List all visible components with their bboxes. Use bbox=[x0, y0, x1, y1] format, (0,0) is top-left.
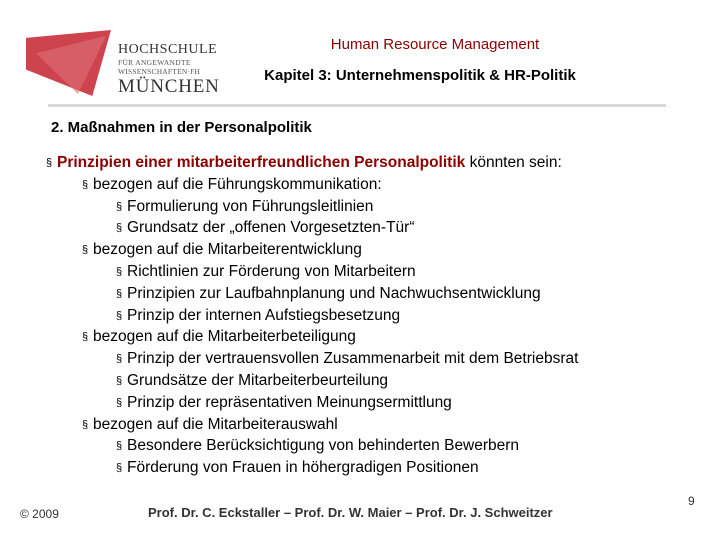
list-item-text: Richtlinien zur Förderung von Mitarbeitern bbox=[127, 263, 416, 280]
list-item bbox=[116, 349, 578, 369]
footer-copyright: © 2009 bbox=[20, 507, 59, 521]
list-item-text: Formulierung von Führungsleitlinien bbox=[127, 197, 374, 215]
bullet-icon: § bbox=[116, 353, 123, 366]
list-item-text: Prinzip der vertrauensvollen Zusammenarbeit mit dem Betriebsrat bbox=[127, 350, 579, 368]
bullet-icon: § bbox=[116, 287, 123, 300]
logo-text-line3: WISSENSCHAFTEN·FH bbox=[118, 67, 201, 76]
university-logo bbox=[26, 30, 220, 100]
list-item-text: Prinzip der internen Aufstiegsbesetzung bbox=[127, 306, 401, 324]
logo-text-line4: MÜNCHEN bbox=[118, 76, 220, 97]
bullet-icon: § bbox=[82, 331, 89, 344]
page-number: 9 bbox=[688, 494, 695, 508]
lead-highlight: Prinzipien einer mitarbeiterfreundlichen Personalpolitik bbox=[57, 154, 466, 171]
header-title: Human Resource Management bbox=[330, 36, 540, 53]
list-item bbox=[116, 197, 373, 217]
bullet-icon: § bbox=[116, 309, 123, 322]
section-title: 2. Maßnahmen in der Personalpolitik bbox=[51, 119, 312, 136]
list-item bbox=[116, 306, 400, 326]
list-item bbox=[116, 218, 414, 238]
list-item-text: bezogen auf die Mitarbeiterbeteiligung bbox=[93, 328, 356, 346]
list-item-text: Förderung von Frauen in höhergradigen Positionen bbox=[127, 459, 479, 477]
header-divider bbox=[48, 104, 666, 107]
header-subtitle: Kapitel 3: Unternehmenspolitik & HR-Politik bbox=[264, 67, 576, 84]
list-item bbox=[116, 371, 388, 391]
list-item-text: Grundsatz der „offenen Vorgesetzten-Tür“ bbox=[127, 219, 415, 237]
bullet-icon: § bbox=[116, 266, 123, 278]
list-item-lead bbox=[46, 153, 562, 173]
bullet-icon: § bbox=[116, 462, 123, 475]
list-item-text: Prinzip der repräsentativen Meinungsermittlung bbox=[127, 393, 452, 411]
bullet-icon: § bbox=[116, 222, 123, 235]
logo-text-line1: HOCHSCHULE bbox=[118, 42, 218, 57]
bullet-icon: § bbox=[82, 178, 89, 191]
list-item-text: Besondere Berücksichtigung von behinderten Bewerbern bbox=[127, 437, 520, 455]
list-item bbox=[116, 436, 519, 456]
list-item bbox=[82, 175, 382, 195]
footer-authors: Prof. Dr. C. Eckstaller – Prof. Dr. W. Maier – Prof. Dr. J. Schweitzer bbox=[148, 505, 553, 520]
bullet-icon: § bbox=[46, 157, 53, 169]
list-item bbox=[116, 284, 541, 304]
list-item bbox=[116, 458, 479, 478]
list-item bbox=[82, 240, 362, 260]
list-item bbox=[82, 415, 338, 435]
list-item-text: bezogen auf die Mitarbeiterentwicklung bbox=[93, 241, 362, 259]
bullet-icon: § bbox=[116, 375, 123, 387]
lead-rest: könnten sein: bbox=[465, 154, 562, 171]
logo-text-line2: FÜR ANGEWANDTE bbox=[118, 58, 191, 67]
list-item-text: Grundsätze der Mitarbeiterbeurteilung bbox=[127, 372, 389, 389]
bullet-icon: § bbox=[82, 244, 89, 257]
list-item-text: Prinzipien zur Laufbahnplanung und Nachwuchsentwicklung bbox=[127, 284, 541, 302]
list-item bbox=[116, 262, 416, 282]
list-item bbox=[116, 393, 452, 413]
list-item-text: bezogen auf die Mitarbeiterauswahl bbox=[93, 415, 338, 433]
bullet-icon: § bbox=[116, 200, 123, 213]
bullet-icon: § bbox=[82, 418, 89, 431]
list-item bbox=[82, 327, 356, 347]
bullet-icon: § bbox=[116, 396, 123, 409]
list-item-text: bezogen auf die Führungskommunikation: bbox=[93, 175, 382, 193]
bullet-icon: § bbox=[116, 440, 123, 453]
